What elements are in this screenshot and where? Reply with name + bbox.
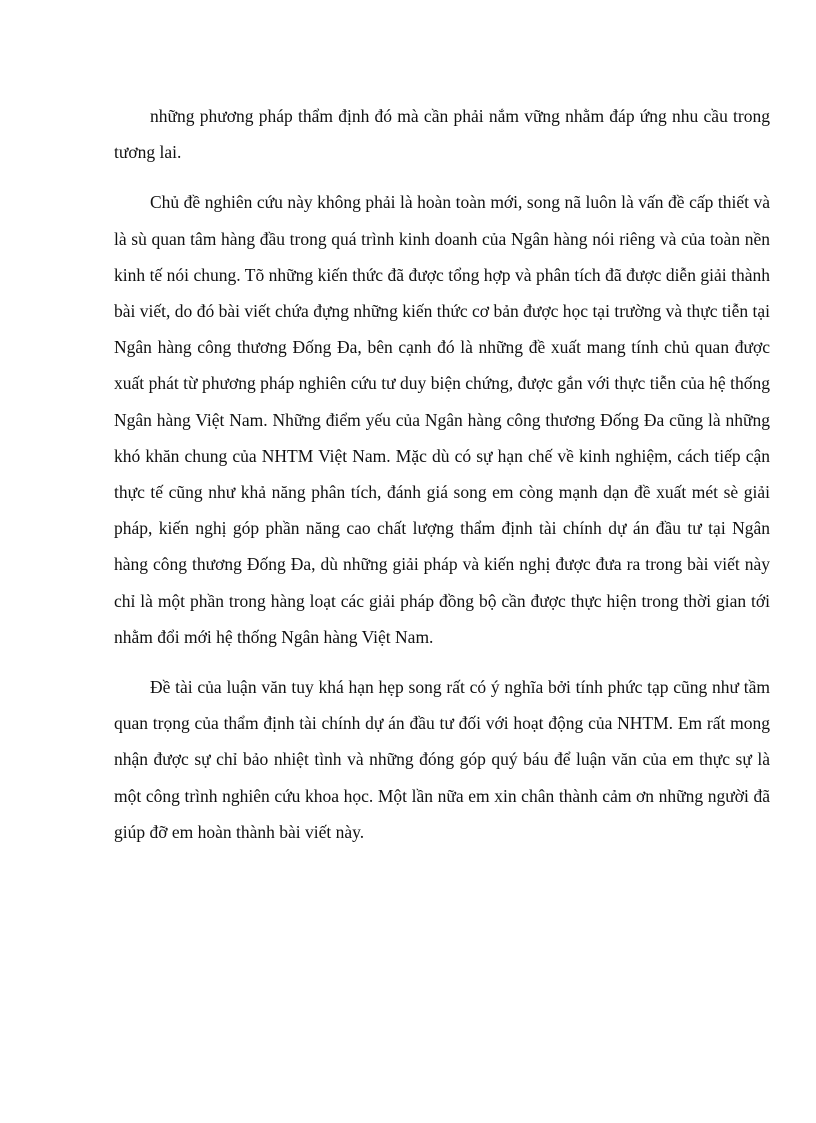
paragraph-thesis-scope: Đề tài của luận văn tuy khá hạn hẹp song rất có ý nghĩa bởi tính phức tạp cũng như tầm quan trọng của thẩm định tài chính dự án đầu tư đối với hoạt động của NHTM. Em rất mong nhận được sự chỉ bảo nhiệt tình và những đóng góp quý báu để luận văn của em thực sự là một công trình nghiên cứu khoa học. Một lần nữa em xin chân thành cảm ơn những người đã giúp đỡ em hoàn thành bài viết này. [114,677,770,842]
paragraph-research-topic: Chủ đề nghiên cứu này không phải là hoàn toàn mới, song nã luôn là vấn đề cấp thiết và là sù quan tâm hàng đầu trong quá trình kinh doanh của Ngân hàng nói riêng và của toàn nền kinh tế nói chung. Tõ những kiến thức đã được tổng hợp và phân tích đã được diễn giải thành bài viết, do đó bài viết chứa đựng những kiến thức cơ bản được học tại trường và thực tiễn tại Ngân hàng công thương Đống Đa, bên cạnh đó là những đề xuất mang tính chủ quan được xuất phát từ phương pháp nghiên cứu tư duy biện chứng, được gắn với thực tiễn của hệ thống Ngân hàng Việt Nam. Những điểm yếu của Ngân hàng công thương Đống Đa cũng là những khó khăn chung của NHTM Việt Nam. Mặc dù có sự hạn chế về kinh nghiệm, cách tiếp cận thực tế cũng như khả năng phân tích, đánh giá song em còng mạnh dạn đề xuất mét sè giải pháp, kiến nghị góp phần năng cao chất lượng thẩm định tài chính dự án đầu tư tại Ngân hàng công thương Đống Đa, dù những giải pháp và kiến nghị được đưa ra trong bài viết này chỉ là một phần trong hàng loạt các giải pháp đồng bộ cần được thực hiện trong thời gian tới nhằm đổi mới hệ thống Ngân hàng Việt Nam. [114,192,770,647]
document-body [114,98,770,864]
paragraph-continuation: những phương pháp thẩm định đó mà cần phải nắm vững nhằm đáp ứng nhu cầu trong tương lai. [114,106,770,163]
